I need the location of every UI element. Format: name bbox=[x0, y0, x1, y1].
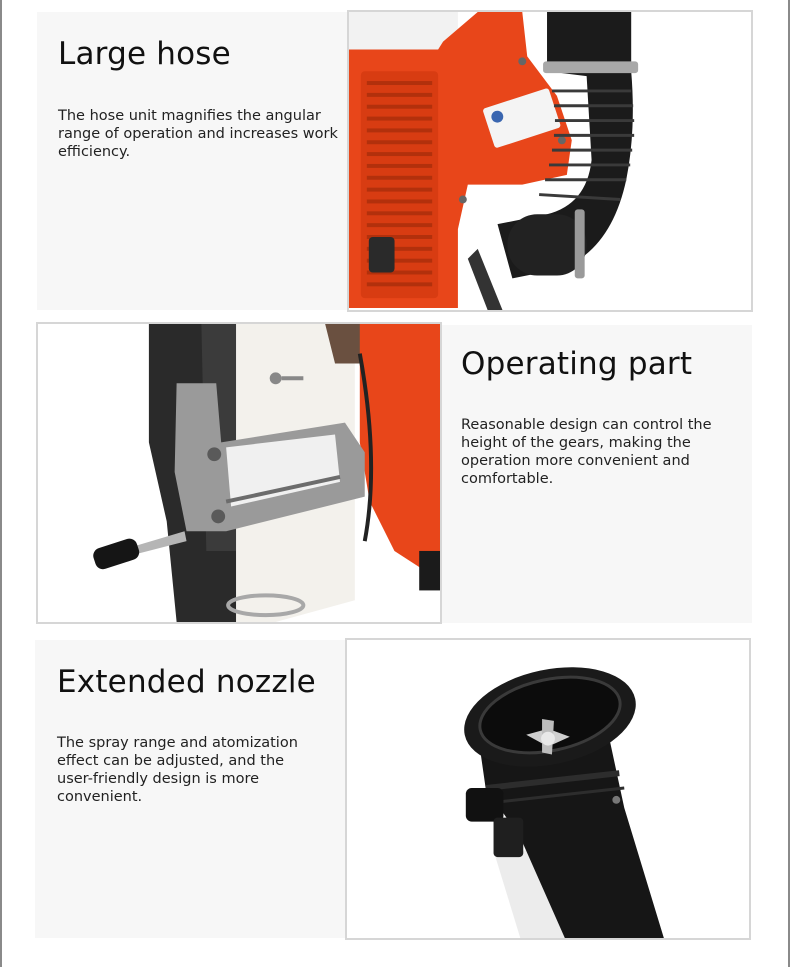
operating-part-photo bbox=[36, 322, 442, 624]
extended-nozzle-photo bbox=[345, 638, 751, 940]
operating-part-description: Reasonable design can control the height of the gears, making the operation more convenient and comfortable. bbox=[461, 417, 712, 487]
extended-nozzle-description: The spray range and atomization effect can be adjusted, and the user-friendly design is more convenient. bbox=[57, 735, 298, 805]
left-frame-line bbox=[0, 0, 2, 967]
large-hose-description: The hose unit magnifies the angular range of operation and increases work efficiency. bbox=[58, 108, 338, 160]
extended-nozzle-heading: Extended nozzle bbox=[57, 664, 316, 700]
operating-part-heading: Operating part bbox=[461, 346, 693, 382]
large-hose-photo bbox=[347, 10, 753, 312]
large-hose-heading: Large hose bbox=[58, 36, 231, 72]
